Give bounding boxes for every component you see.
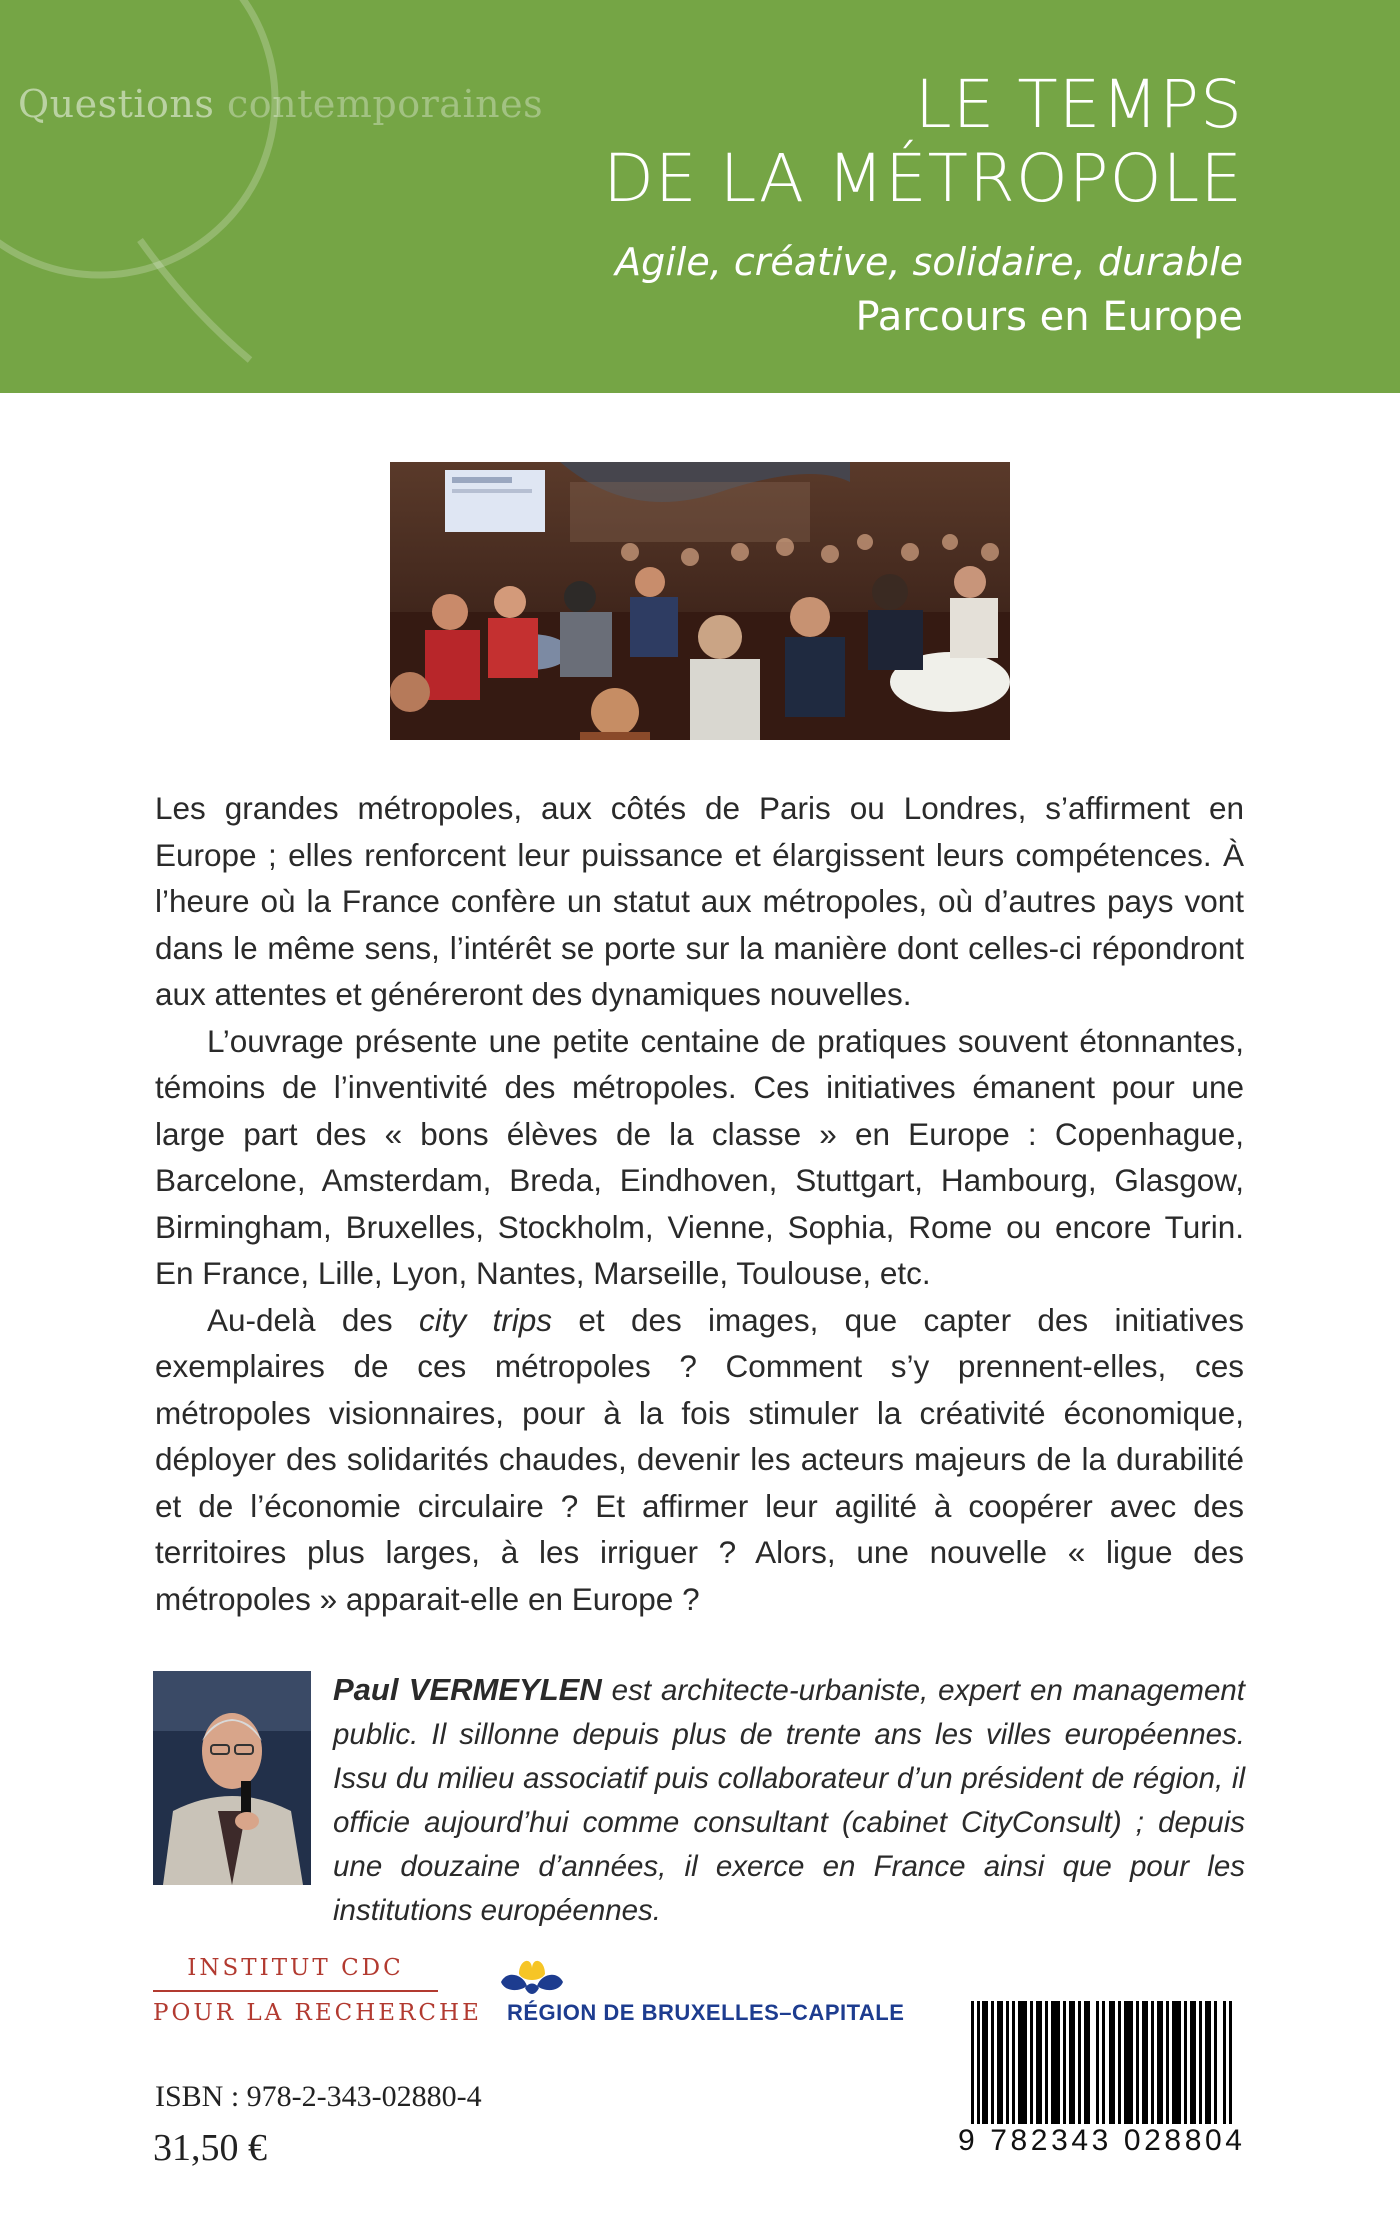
paragraph-3-start: Au-delà des xyxy=(207,1301,419,1338)
book-subtitle: Agile, créative, solidaire, durable xyxy=(615,240,1243,284)
paragraph-3-italic: city trips xyxy=(418,1301,553,1338)
author-bio-text: est architecte-urbaniste, expert en management public. Il sillonne depuis plus de trente ans les villes européennes. Issu du milieu associatif puis collaborateur d’un président de région, il officie aujourd’hui comme consultant (cabinet CityConsult) ; depuis une douzaine d’années, il exerce en France ainsi que pour les institutions européennes. xyxy=(333,1674,1245,1927)
price: 31,50 € xyxy=(153,2127,267,2169)
series-name xyxy=(18,82,543,126)
paragraph-3 xyxy=(155,1297,1244,1623)
series-word-2: contemporaines xyxy=(227,82,544,126)
brussels-region-name: RÉGION DE BRUXELLES–CAPITALE xyxy=(507,2000,905,2025)
q-logo-icon xyxy=(0,0,310,393)
iris-icon xyxy=(497,1952,567,2000)
title-line-2: DE LA MÉTROPOLE xyxy=(603,140,1243,217)
institut-cdc-logo xyxy=(153,1955,482,2026)
cdc-logo-rule xyxy=(153,1990,438,1992)
barcode-digits: 9 782343 028804 xyxy=(958,2124,1248,2158)
author-photo xyxy=(153,1671,311,1885)
conference-photo xyxy=(390,462,1010,740)
paragraph-2: L’ouvrage présente une petite centaine de pratiques souvent étonnantes, témoins de l’inventivité des métropoles. Ces initiatives émanent pour une large part des « bons élèves de la classe » en Europe : Copenhague, Barcelone, Amsterdam, Breda, Eindhoven, Stuttgart, Hambourg, Glasgow, Birmingham, Bruxelles, Stockholm, Vienne, Sophia, Rome ou encore Turin. En France, Lille, Lyon, Nantes, Marseille, Toulouse, etc. xyxy=(155,1022,1244,1291)
back-cover-text xyxy=(155,785,1244,1622)
author-bio xyxy=(333,1668,1245,1933)
book-subtitle-2: Parcours en Europe xyxy=(855,294,1243,340)
cover-header-band xyxy=(0,0,1400,393)
author-name: Paul VERMEYLEN xyxy=(333,1672,602,1707)
title-line-1: LE TEMPS xyxy=(914,66,1243,143)
cdc-logo-line-1: INSTITUT CDC xyxy=(187,1955,404,1981)
paragraph-3-end: et des images, que capter des initiatives exemplaires de ces métropoles ? Comment s’y prennent-elles, ces métropoles visionnaires, pour à la fois stimuler la créativité économique, déployer des solidarités chaudes, devenir les acteurs majeurs de la durabilité et de l’économie circulaire ? Et affirmer leur agilité à coopérer avec des territoires plus larges, à les irriguer ? Alors, une nouvelle « ligue des métropoles » apparait-elle en Europe ? xyxy=(155,1301,1245,1617)
series-word-1: Questions xyxy=(18,82,215,126)
cdc-logo-line-2: POUR LA RECHERCHE xyxy=(153,2000,482,2026)
paragraph-1: Les grandes métropoles, aux côtés de Paris ou Londres, s’affirment en Europe ; elles renforcent leur puissance et élargissent leurs compétences. À l’heure où la France confère un statut aux métropoles, où d’autres pays vont dans le même sens, l’intérêt se porte sur la manière dont celles-ci répondront aux attentes et généreront des dynamiques nouvelles. xyxy=(155,790,1244,1012)
isbn: ISBN : 978-2-343-02880-4 xyxy=(155,2080,482,2113)
book-title xyxy=(603,68,1243,216)
